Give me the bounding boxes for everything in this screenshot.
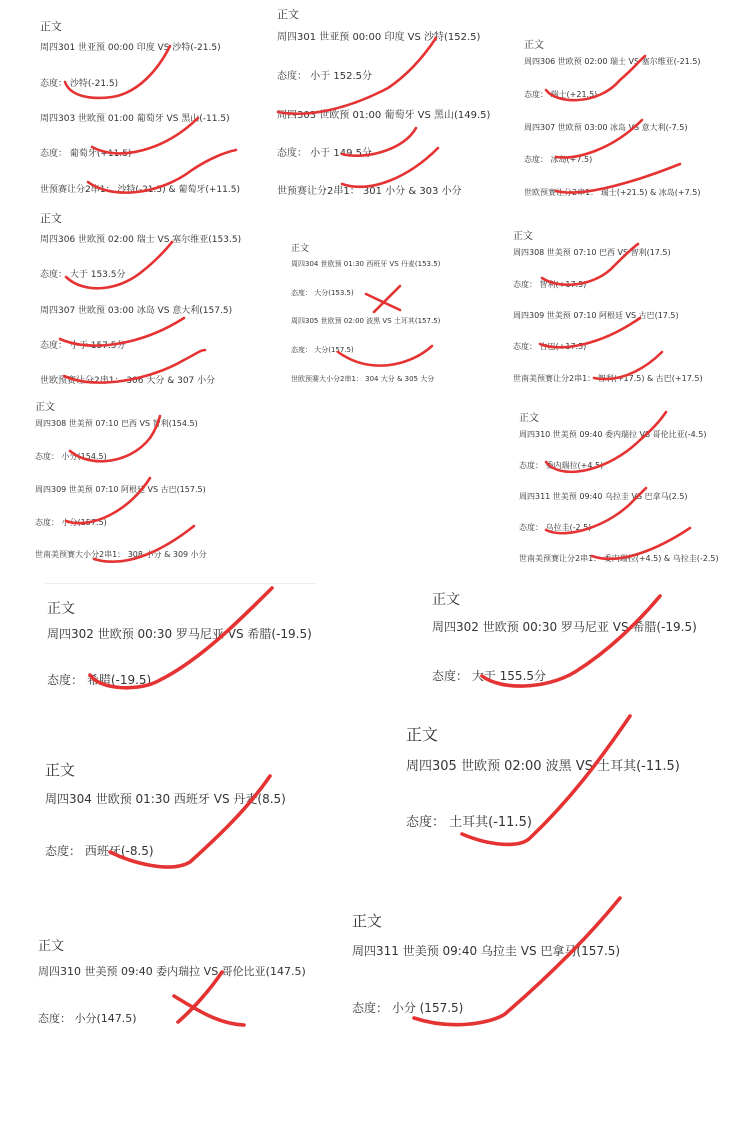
cross-mark — [178, 972, 222, 1022]
match-line: 周四302 世欧预 00:30 罗马尼亚 VS 希腊(-19.5) — [432, 620, 697, 634]
match-line: 周四305 世欧预 02:00 波黑 VS 土耳其(157.5) — [291, 317, 441, 325]
cross-mark — [366, 294, 400, 310]
pick-line: 态度： 土耳其(-11.5) — [406, 815, 532, 830]
pick-line: 态度： 小于 152.5分 — [277, 71, 372, 82]
match-line: 周四307 世欧预 03:00 冰岛 VS 意大利(157.5) — [40, 306, 233, 316]
card-title: 正文 — [524, 40, 544, 51]
check-mark — [66, 242, 172, 288]
card-title: 正文 — [519, 413, 539, 424]
pick-line: 态度： 冰岛(+7.5) — [524, 155, 593, 164]
pick-line: 态度： 智利(+17.5) — [513, 280, 587, 289]
pick-line: 态度： 大分(157.5) — [291, 346, 354, 354]
parlay-line: 世欧预赛大小分2串1： 304 大分 & 305 大分 — [291, 375, 435, 383]
match-line: 周四306 世欧预 02:00 瑞士 VS 塞尔维亚(153.5) — [40, 235, 242, 245]
parlay-line: 世欧预赛让分2串1： 瑞士(+21.5) & 冰岛(+7.5) — [524, 188, 701, 197]
match-line: 周四304 世欧预 01:30 西班牙 VS 丹麦(8.5) — [45, 792, 286, 806]
parlay-line: 世南美预赛让分2串1： 委内瑞拉(+4.5) & 乌拉圭(-2.5) — [519, 554, 719, 563]
cross-mark — [374, 286, 400, 312]
match-line: 周四311 世美预 09:40 乌拉圭 VS 巴拿马(2.5) — [519, 492, 688, 501]
parlay-line: 世预赛让分2串1： 沙特(-21.5) & 葡萄牙(+11.5) — [40, 185, 240, 195]
card-title: 正文 — [40, 20, 62, 33]
card-title: 正文 — [45, 761, 76, 779]
pick-line: 态度： 大分(153.5) — [291, 289, 354, 297]
pick-line: 态度： 小分(147.5) — [38, 1012, 137, 1025]
pick-line: 态度： 沙特(-21.5) — [40, 79, 119, 89]
match-line: 周四304 世欧预 01:30 西班牙 VS 丹麦(153.5) — [291, 260, 441, 268]
match-line: 周四309 世美预 07:10 阿根廷 VS 古巴(157.5) — [35, 485, 206, 494]
pick-line: 态度： 乌拉圭(-2.5) — [519, 523, 592, 532]
pick-line: 态度： 瑞士(+21.5) — [524, 90, 598, 99]
card-title: 正文 — [40, 212, 62, 225]
card-title: 正文 — [38, 939, 65, 954]
pick-line: 态度： 西班牙(-8.5) — [45, 844, 154, 858]
card-title: 正文 — [35, 402, 55, 413]
parlay-line: 世预赛让分2串1： 301 小分 & 303 小分 — [277, 186, 462, 197]
match-line: 周四305 世欧预 02:00 波黑 VS 土耳其(-11.5) — [406, 759, 680, 774]
pick-line: 态度： 委内瑞拉(+4.5) — [519, 461, 604, 470]
card-title: 正文 — [291, 244, 310, 254]
match-line: 周四307 世欧预 03:00 冰岛 VS 意大利(-7.5) — [524, 123, 688, 132]
match-line: 周四308 世美预 07:10 巴西 VS 智利(154.5) — [35, 419, 198, 428]
card-title: 正文 — [47, 601, 75, 617]
pick-line: 态度： 大于 155.5分 — [432, 669, 546, 683]
cross-mark — [174, 996, 244, 1025]
card-title: 正文 — [352, 912, 383, 930]
match-line: 周四301 世亚预 00:00 印度 VS 沙特(-21.5) — [40, 43, 221, 53]
pick-line: 态度： 小于 149.5分 — [277, 148, 372, 159]
match-line: 周四302 世欧预 00:30 罗马尼亚 VS 希腊(-19.5) — [47, 627, 312, 641]
match-line: 周四303 世欧预 01:00 葡萄牙 VS 黑山(-11.5) — [40, 114, 230, 124]
match-line: 周四308 世美预 07:10 巴西 VS 智利(17.5) — [513, 248, 671, 257]
card-title: 正文 — [513, 231, 533, 242]
card-title: 正文 — [406, 725, 439, 744]
pick-line: 态度： 古巴(+17.5) — [513, 342, 587, 351]
pick-line: 态度： 葡萄牙(+11.5) — [40, 149, 132, 159]
match-line: 周四306 世欧预 02:00 瑞士 VS 塞尔维亚(-21.5) — [524, 57, 701, 66]
card-title: 正文 — [432, 592, 460, 608]
match-line: 周四309 世美预 07:10 阿根廷 VS 古巴(17.5) — [513, 311, 679, 320]
pick-line: 态度： 小分(157.5) — [35, 518, 107, 527]
match-line: 周四310 世美预 09:40 委内瑞拉 VS 哥伦比亚(147.5) — [38, 965, 306, 978]
match-line: 周四301 世亚预 00:00 印度 VS 沙特(152.5) — [277, 32, 481, 43]
pick-line: 态度： 小于 157.5分 — [40, 341, 126, 351]
parlay-line: 世南美预赛让分2串1： 智利(+17.5) & 古巴(+17.5) — [513, 374, 703, 383]
check-mark — [65, 46, 170, 98]
pick-line: 态度： 大于 153.5分 — [40, 270, 126, 280]
match-line: 周四311 世美预 09:40 乌拉圭 VS 巴拿马(157.5) — [352, 944, 621, 958]
parlay-line: 世欧预赛让分2串1： 306 大分 & 307 小分 — [40, 376, 216, 386]
pick-line: 态度： 希腊(-19.5) — [47, 673, 152, 687]
divider — [45, 583, 317, 584]
pick-line: 态度： 小分(154.5) — [35, 452, 107, 461]
card-title: 正文 — [277, 8, 299, 21]
pick-line: 态度： 小分 (157.5) — [352, 1001, 464, 1015]
match-line: 周四310 世美预 09:40 委内瑞拉 VS 哥伦比亚(-4.5) — [519, 430, 707, 439]
match-line: 周四303 世欧预 01:00 葡萄牙 VS 黑山(149.5) — [277, 110, 491, 121]
parlay-line: 世南美预赛大小分2串1： 308 小分 & 309 小分 — [35, 550, 207, 559]
